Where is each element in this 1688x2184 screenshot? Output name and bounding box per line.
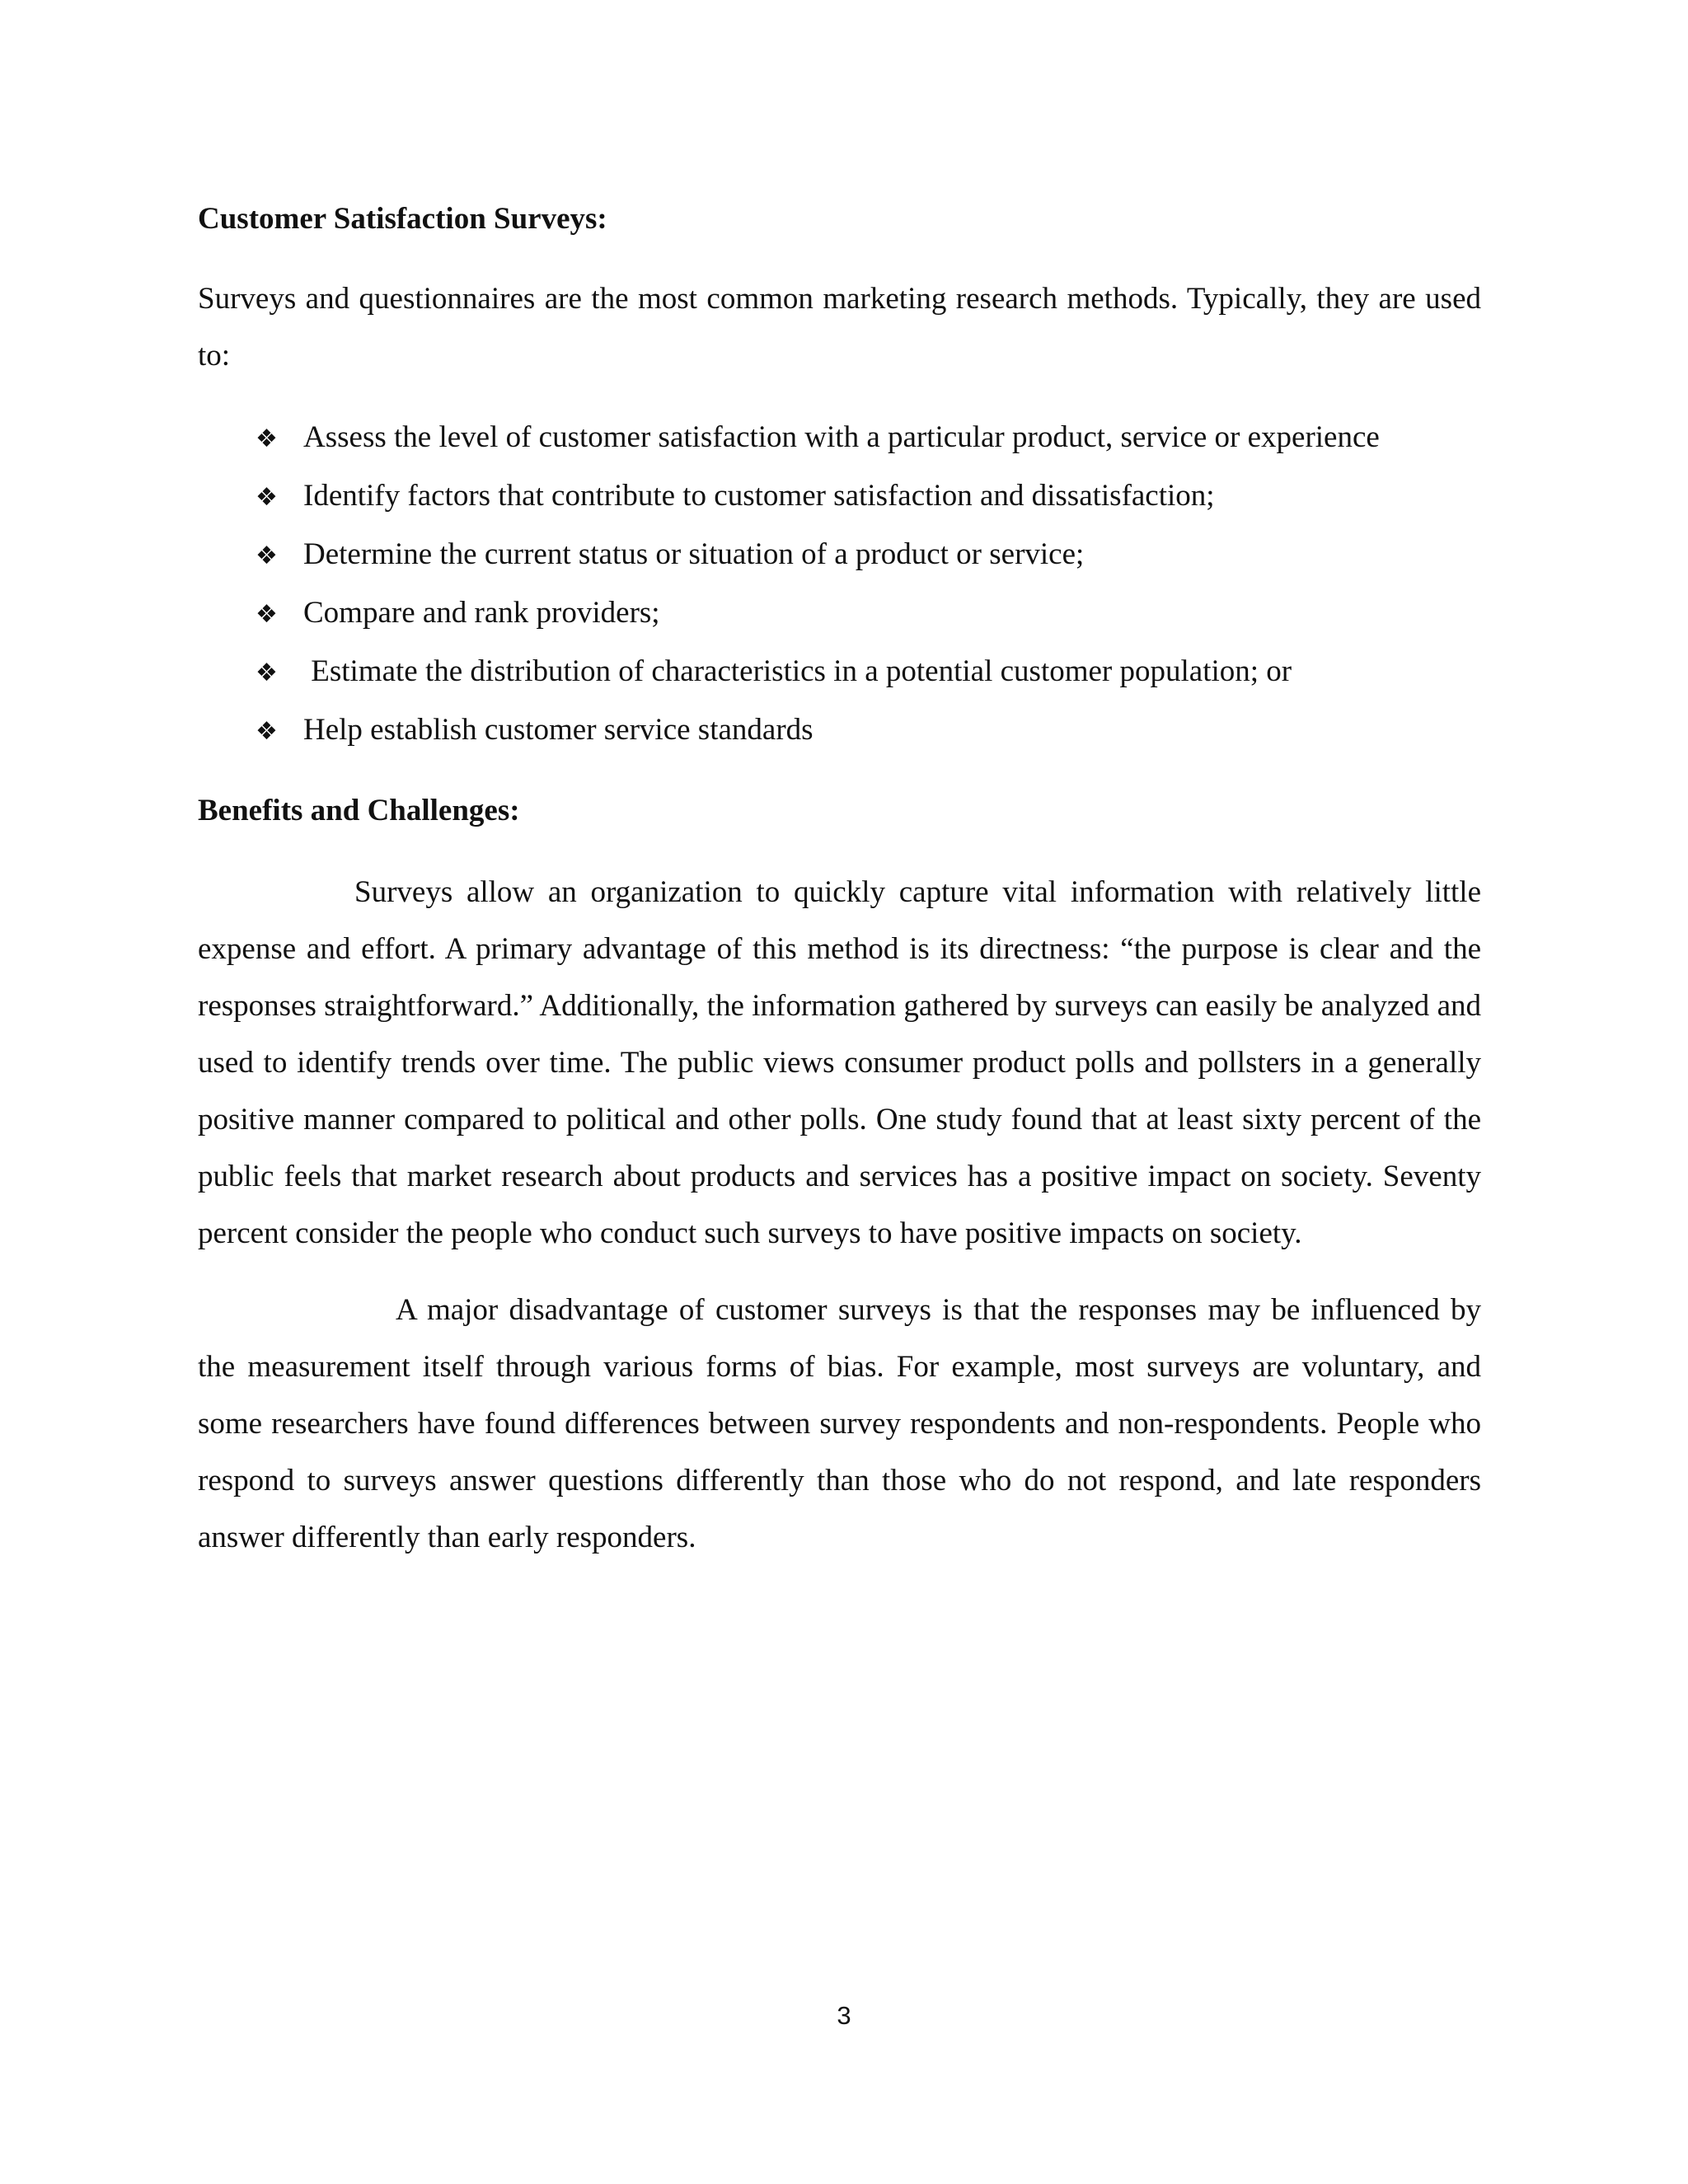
diamond-bullet-icon: ❖ [256,483,278,512]
list-item-text: Assess the level of customer satisfaction with a particular product, service or experience [303,420,1380,454]
benefits-paragraph: Surveys allow an organization to quickly capture vital information with relatively little expense and effort. A primary advantage of this method is its directness: “the purpose is clear and the responses straightforward.” Additionally, the information gathered by surveys can easily be analyzed and used to identify trends over time. The public views consumer product polls and pollsters in a generally positive manner compared to political and other polls. One study found that at least sixty percent of the public feels that market research about products and services has a positive impact on society. Seventy percent consider the people who conduct such surveys to have positive impacts on society. [198,875,1481,1250]
list-item-text: Determine the current status or situation of a product or service; [303,537,1085,571]
diamond-bullet-icon: ❖ [256,717,278,746]
page-number: 3 [837,2001,851,2030]
list-item [256,643,1481,701]
list-item [256,467,1481,526]
list-item-text: Estimate the distribution of characteristics in a potential customer population; or [303,654,1292,688]
diamond-bullet-icon: ❖ [256,658,278,687]
page-content [198,196,1481,1566]
list-item [256,701,1481,760]
section-heading-customer-satisfaction: Customer Satisfaction Surveys: [198,202,607,236]
list-item [256,409,1481,467]
list-item-text: Identify factors that contribute to customer satisfaction and dissatisfaction; [303,479,1215,513]
list-item [256,584,1481,643]
list-item-text: Compare and rank providers; [303,596,660,630]
list-item-text: Help establish customer service standards [303,713,814,747]
diamond-bullet-icon: ❖ [256,424,278,453]
intro-paragraph: Surveys and questionnaires are the most common marketing research methods. Typically, they are used to: [198,282,1481,373]
diamond-bullet-icon: ❖ [256,541,278,570]
diamond-bullet-icon: ❖ [256,600,278,629]
survey-uses-list [256,409,1481,760]
list-item [256,526,1481,584]
section-heading-benefits-challenges: Benefits and Challenges: [198,794,520,827]
challenges-paragraph: A major disadvantage of customer surveys is that the responses may be influenced by the measurement itself through various forms of bias. For example, most surveys are voluntary, and some researchers have found differences between survey respondents and non-respondents. People who respond to surveys answer questions differently than those who do not respond, and late responders answer differently than early responders. [198,1293,1481,1554]
